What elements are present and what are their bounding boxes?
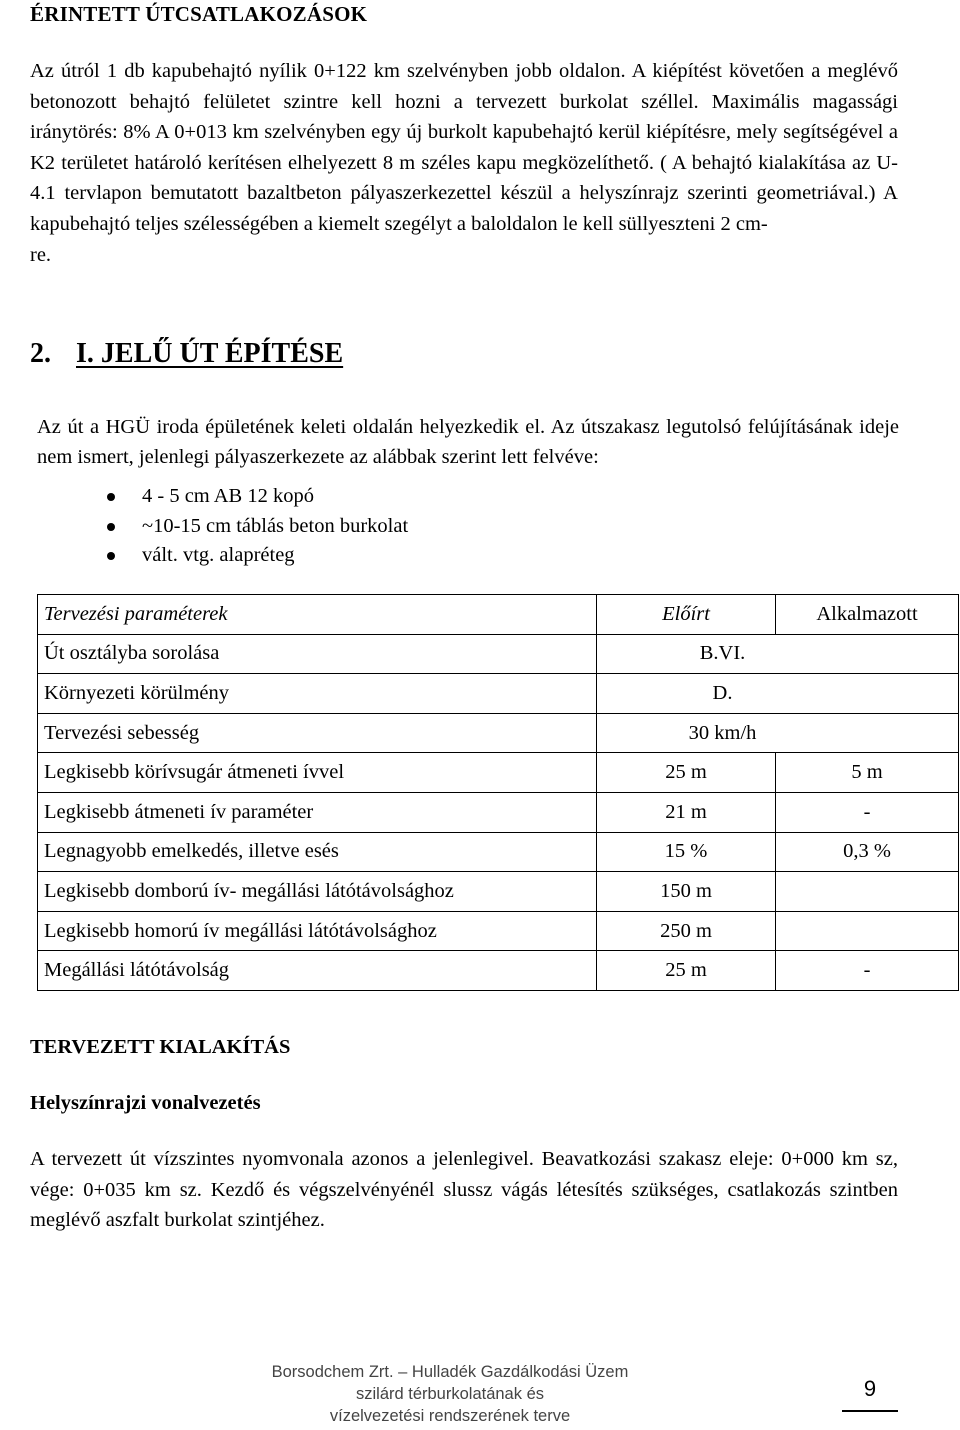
bullet-icon — [107, 523, 115, 531]
intro-paragraph — [30, 56, 898, 270]
row-label: Legkisebb átmeneti ív paraméter — [38, 792, 597, 832]
row-applied: 0,3 % — [776, 832, 959, 872]
table-header-row — [38, 595, 959, 635]
section-paragraph: Az út a HGÜ iroda épületének keleti oldalán helyezkedik el. Az útszakasz legutolsó felújításának ideje nem ismert, jelenlegi pályaszerkezete az alábbak szerint lett felvéve: — [37, 416, 899, 468]
row-label: Megállási látótávolság — [38, 951, 597, 991]
row-required: 15 % — [597, 832, 776, 872]
table-row — [38, 911, 959, 951]
design-paragraph: A tervezett út vízszintes nyomvonala azonos a jelenlegivel. Beavatkozási szakasz eleje: 0+000 km sz, vége: 0+035 km sz. Kezdő és végszelvényénél slussz vágás létesítés szükséges, csatlakozás szintben meglévő aszfalt burkolat szintjéhez. — [30, 1148, 898, 1231]
row-applied: 5 m — [776, 753, 959, 793]
list-item-text: vált. vtg. alapréteg — [142, 544, 295, 566]
table-row — [38, 872, 959, 912]
row-label: Környezeti körülmény — [38, 674, 597, 714]
table-row — [38, 713, 959, 753]
row-merged-value — [597, 634, 959, 674]
row-label: Út osztályba sorolása — [38, 634, 597, 674]
table-row — [38, 674, 959, 714]
row-label: Legkisebb domború ív- megállási látótávolsághoz — [38, 872, 597, 912]
bullet-icon — [107, 493, 115, 501]
header-required: Előírt — [597, 595, 776, 635]
row-label: Legnagyobb emelkedés, illetve esés — [38, 832, 597, 872]
row-required: 21 m — [597, 792, 776, 832]
intro-paragraph-text: Az útról 1 db kapubehajtó nyílik 0+122 km szelvényben jobb oldalon. A kiépítést követően a meglévő betonozott behajtó felületet szintre kell hozni a tervezett burkolat széllel. Maximális magassági iránytörés: 8% A 0+013 km szelvényben egy új burkolt kapubehajtó kerül kiépítésre, mely segítségével a K2 területet határoló kerítésen elhelyezett 8 m széles kapu megközelíthető. ( A behajtó kialakítása az U-4.1 tervlapon bemutatott bazaltbeton pályaszerkezettel készül a helyszínrajz szerinti geometriával.) A kapubehajtó teljes szélességében a kiemelt szegélyt a baloldalon le kell süllyeszteni 2 cm- — [30, 60, 898, 235]
footer-line-company: Borsodchem Zrt. – Hulladék Gazdálkodási Üzem — [271, 1363, 629, 1381]
row-merged-value — [597, 713, 959, 753]
pavement-layer-list — [107, 482, 408, 571]
list-item — [107, 512, 408, 542]
subheading-helyszinrajzi-vonalvezetes: Helyszínrajzi vonalvezetés — [30, 1092, 261, 1114]
footer-line-plan: vízelvezetési rendszerének terve — [329, 1407, 571, 1425]
row-merged-value-text: D. — [712, 681, 733, 704]
heading-erintett-utcsatlakozasok: ÉRINTETT ÚTCSATLAKOZÁSOK — [30, 2, 368, 26]
section-title: I. JELŰ ÚT ÉPÍTÉSE — [76, 338, 344, 369]
row-applied: - — [776, 792, 959, 832]
page-number: 9 — [863, 1376, 877, 1401]
section-number: 2. — [30, 338, 51, 369]
row-label: Legkisebb körívsugár átmeneti ívvel — [38, 753, 597, 793]
row-applied: - — [776, 951, 959, 991]
page-number-underline — [842, 1410, 898, 1412]
footer-line-subject: szilárd térburkolatának és — [355, 1385, 544, 1403]
row-merged-value-text: 30 km/h — [688, 721, 757, 744]
table-row — [38, 753, 959, 793]
list-item-text: 4 - 5 cm AB 12 kopó — [142, 485, 314, 507]
row-required: 150 m — [597, 872, 776, 912]
table-row — [38, 951, 959, 991]
list-item — [107, 482, 408, 512]
row-required: 250 m — [597, 911, 776, 951]
intro-paragraph-tail: re. — [30, 243, 52, 266]
table-row — [38, 634, 959, 674]
heading-tervezett-kialakitas: TERVEZETT KIALAKÍTÁS — [30, 1036, 291, 1058]
row-label: Legkisebb homorú ív megállási látótávolsághoz — [38, 911, 597, 951]
row-merged-value-text: B.VI. — [699, 642, 746, 665]
table-row — [38, 792, 959, 832]
list-item-text: ~10-15 cm táblás beton burkolat — [142, 514, 409, 537]
list-item — [107, 541, 408, 571]
row-merged-value — [597, 674, 959, 714]
row-applied — [776, 872, 959, 912]
row-required: 25 m — [597, 951, 776, 991]
table-row — [38, 832, 959, 872]
row-required: 25 m — [597, 753, 776, 793]
row-applied — [776, 911, 959, 951]
header-applied: Alkalmazott — [776, 595, 959, 635]
design-parameters-table — [37, 594, 959, 991]
page-number-box — [842, 1372, 898, 1420]
bullet-icon — [107, 552, 115, 560]
header-parameters: Tervezési paraméterek — [38, 595, 597, 635]
row-label: Tervezési sebesség — [38, 713, 597, 753]
